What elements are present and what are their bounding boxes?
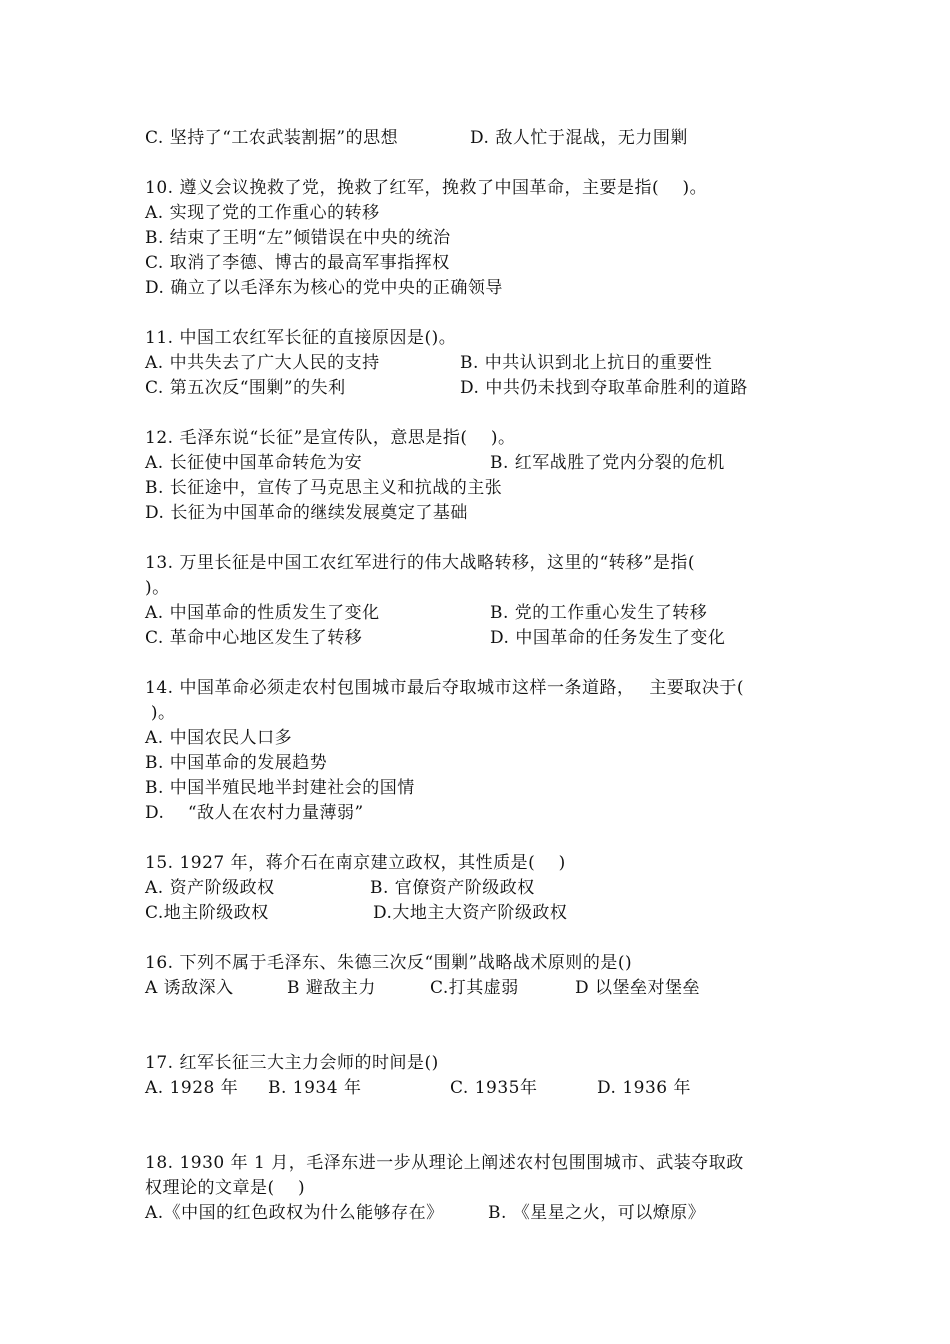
option-d: D. 中国革命的任务发生了变化 [490, 628, 726, 648]
q14-stem: 14. 中国革命必须走农村包围城市最后夺取城市这样一条道路， 主要取决于( [145, 678, 744, 698]
option-a: A. 长征使中国革命转危为安 [145, 453, 363, 473]
q14-stem-cont: )。 [145, 703, 176, 723]
option-b: B. 党的工作重心发生了转移 [490, 603, 708, 623]
q12-options-a-b [145, 451, 725, 475]
option-b: B. 《星星之火，可以燎原》 [488, 1203, 706, 1223]
option-d: D. 敌人忙于混战，无力围剿 [470, 128, 688, 148]
q9-options-c-d [145, 126, 688, 150]
option-b: B. 官僚资产阶级政权 [370, 878, 535, 898]
q12-stem: 12. 毛泽东说“长征”是宣传队，意思是指( )。 [145, 428, 516, 448]
option-c: C. 第五次反“围剿”的失利 [145, 378, 346, 398]
option-a: A.《中国的红色政权为什么能够存在》 [145, 1203, 444, 1223]
option-d: D. 1936 年 [597, 1078, 691, 1098]
q10-option-a: A. 实现了党的工作重心的转移 [145, 203, 380, 223]
option-d: D 以堡垒对堡垒 [575, 978, 701, 998]
q14-option-d: D. “敌人在农村力量薄弱” [145, 803, 364, 823]
option-a: A. 中共失去了广大人民的支持 [145, 353, 380, 373]
option-b: B. 中共认识到北上抗日的重要性 [460, 353, 713, 373]
q12-option-b2: B. 长征途中，宣传了马克思主义和抗战的主张 [145, 478, 503, 498]
q13-options-c-d [145, 626, 726, 650]
q16-options [145, 976, 701, 1000]
q10-option-b: B. 结束了王明“左”倾错误在中央的统治 [145, 228, 451, 248]
q11-options-a-b [145, 351, 713, 375]
q18-stem-cont: 权理论的文章是( ) [145, 1178, 306, 1198]
option-b: B. 红军战胜了党内分裂的危机 [490, 453, 725, 473]
option-d: D.大地主大资产阶级政权 [373, 903, 568, 923]
q15-options-a-b [145, 876, 535, 900]
option-b: B. 1934 年 [268, 1078, 362, 1098]
option-c: C. 1935年 [450, 1078, 538, 1098]
q10-stem: 10. 遵义会议挽救了党，挽救了红军，挽救了中国革命，主要是指( )。 [145, 178, 708, 198]
q13-options-a-b [145, 601, 708, 625]
q11-stem: 11. 中国工农红军长征的直接原因是()。 [145, 328, 457, 348]
option-a: A 诱敌深入 [145, 978, 234, 998]
option-c: C. 革命中心地区发生了转移 [145, 628, 363, 648]
q10-option-c: C. 取消了李德、博古的最高军事指挥权 [145, 253, 450, 273]
q17-stem: 17. 红军长征三大主力会师的时间是() [145, 1053, 439, 1073]
q14-option-b: B. 中国革命的发展趋势 [145, 753, 328, 773]
q17-options [145, 1076, 691, 1100]
q13-stem-cont: )。 [145, 578, 170, 598]
q15-options-c-d [145, 901, 568, 925]
option-a: A. 资产阶级政权 [145, 878, 275, 898]
q15-stem: 15. 1927 年，蒋介石在南京建立政权，其性质是( ) [145, 853, 566, 873]
q13-stem: 13. 万里长征是中国工农红军进行的伟大战略转移，这里的“转移”是指( [145, 553, 695, 573]
option-b: B 避敌主力 [287, 978, 376, 998]
option-c: C.地主阶级政权 [145, 903, 269, 923]
option-a: A. 中国革命的性质发生了变化 [145, 603, 380, 623]
option-c: C. 坚持了“工农武装割据”的思想 [145, 128, 399, 148]
option-c: C.打其虚弱 [430, 978, 519, 998]
q14-option-b2: B. 中国半殖民地半封建社会的国情 [145, 778, 415, 798]
option-a: A. 1928 年 [145, 1078, 239, 1098]
q18-stem: 18. 1930 年 1 月，毛泽东进一步从理论上阐述农村包围围城市、武装夺取政 [145, 1153, 744, 1173]
q11-options-c-d [145, 376, 748, 400]
q14-option-a: A. 中国农民人口多 [145, 728, 293, 748]
q12-option-d: D. 长征为中国革命的继续发展奠定了基础 [145, 503, 468, 523]
q16-stem: 16. 下列不属于毛泽东、朱德三次反“围剿”战略战术原则的是() [145, 953, 633, 973]
option-d: D. 中共仍未找到夺取革命胜利的道路 [460, 378, 748, 398]
q18-options-a-b [145, 1201, 706, 1225]
q10-option-d: D. 确立了以毛泽东为核心的党中央的正确领导 [145, 278, 503, 298]
